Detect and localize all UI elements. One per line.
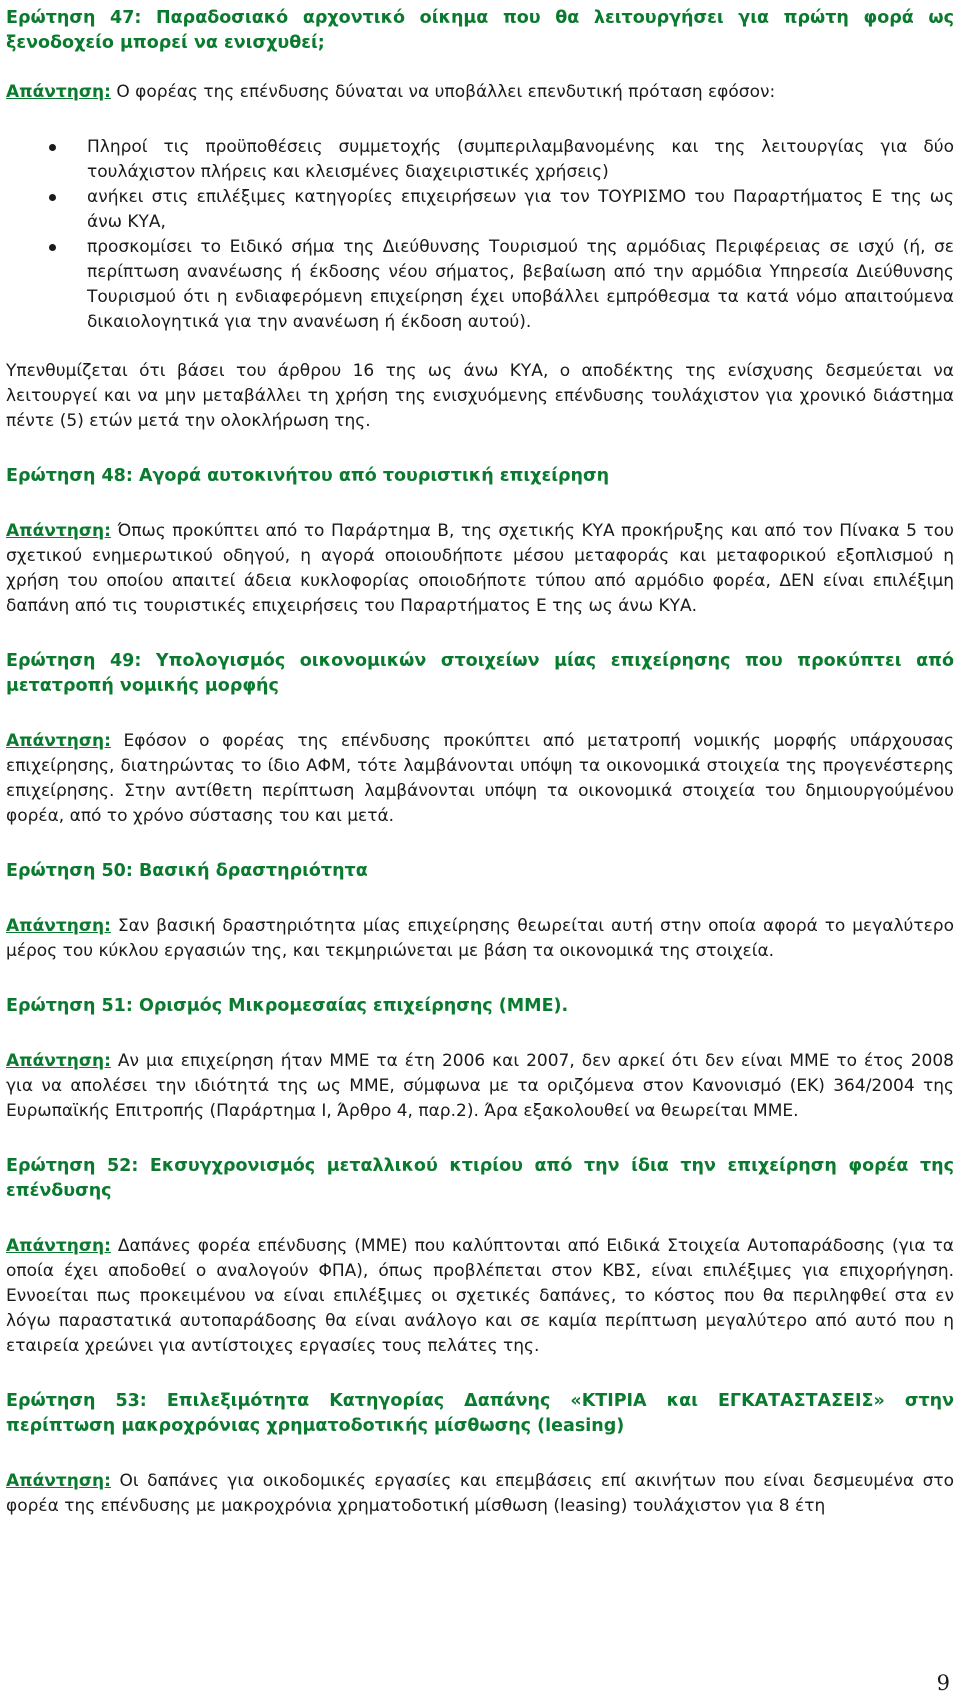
question-53-heading: Ερώτηση 53: Επιλεξιμότητα Κατηγορίας Δαπάνης «ΚΤΙΡΙΑ και ΕΓΚΑΤΑΣΤΑΣΕΙΣ» στην περίπτωση μακροχρόνιας χρηματοδοτικής μίσθωσης (leasing)	[6, 1391, 954, 1436]
answer-50	[6, 914, 954, 964]
answer-label: Απάντηση:	[6, 731, 111, 751]
question-50-heading: Ερώτηση 50: Βασική δραστηριότητα	[6, 861, 368, 881]
answer-48	[6, 519, 954, 619]
answer-53-text: Οι δαπάνες για οικοδομικές εργασίες και επεμβάσεις επί ακινήτων που είναι δεσμευμένα στο φορέα της επένδυσης με μακροχρόνια χρηματοδοτική μίσθωση (leasing) τουλάχιστον για 8 έτη	[6, 1471, 954, 1516]
bullet-icon	[49, 144, 56, 151]
answer-label: Απάντηση:	[6, 1051, 111, 1071]
answer-label: Απάντηση:	[6, 521, 111, 541]
list-item	[6, 135, 954, 185]
question-51-heading: Ερώτηση 51: Ορισμός Μικρομεσαίας επιχείρησης (ΜΜΕ).	[6, 996, 569, 1016]
answer-53	[6, 1469, 954, 1519]
answer-label: Απάντηση:	[6, 82, 111, 102]
question-48-heading: Ερώτηση 48: Αγορά αυτοκινήτου από τουριστική επιχείρηση	[6, 466, 610, 486]
list-item-text: προσκομίσει το Ειδικό σήμα της Διεύθυνσης Τουρισμού της αρμόδιας Περιφέρειας σε ισχύ (ή, σε περίπτωση ανανέωσης ή έκδοσης νέου σήματος, βεβαίωση από την αρμόδια Υπηρεσία Διεύθυνσης Τουρισμού ότι η ενδιαφερόμενη επιχείρηση έχει υποβάλλει εμπρόθεσμα τα κατά νόμο απαιτούμενα δικαιολογητικά για την ανανέωση ή έκδοση αυτού).	[87, 237, 954, 332]
answer-label: Απάντηση:	[6, 1471, 111, 1491]
answer-49	[6, 729, 954, 829]
bullet-icon	[49, 194, 56, 201]
question-49-heading: Ερώτηση 49: Υπολογισμός οικονομικών στοιχείων μίας επιχείρησης που προκύπτει από μετατροπή νομικής μορφής	[6, 651, 954, 696]
question-47-heading: Ερώτηση 47: Παραδοσιακό αρχοντικό οίκημα που θα λειτουργήσει για πρώτη φορά ως ξενοδοχείο μπορεί να ενισχυθεί;	[6, 8, 954, 53]
answer-label: Απάντηση:	[6, 916, 111, 936]
list-item	[6, 235, 954, 335]
answer-49-text: Εφόσον ο φορέας της επένδυσης προκύπτει από μετατροπή νομικής μορφής υπάρχουσας επιχείρησης, διατηρώντας το ίδιο ΑΦΜ, τότε λαμβάνονται υπόψη τα οικονομικά στοιχεία της προγενέστερης επιχείρησης. Στην αντίθετη περίπτωση λαμβάνονται υπόψη τα οικονομικά στοιχεία του δημιουργούμένου φορέα, από το χρόνο σύστασης του και μετά.	[6, 731, 954, 826]
answer-label: Απάντηση:	[6, 1236, 111, 1256]
page-number: 9	[936, 1671, 950, 1695]
answer-51-text: Αν μια επιχείρηση ήταν ΜΜΕ τα έτη 2006 και 2007, δεν αρκεί ότι δεν είναι ΜΜΕ το έτος 2008 για να απολέσει την ιδιότητά της ως ΜΜΕ, σύμφωνα με τα οριζόμενα στον Κανονισμό (ΕΚ) 364/2004 της Ευρωπαϊκής Επιτροπής (Παράρτημα Ι, Άρθρο 4, παρ.2). Άρα εξακολουθεί να θεωρείται ΜΜΕ.	[6, 1051, 954, 1121]
answer-47	[6, 80, 954, 105]
list-item-text: ανήκει στις επιλέξιμες κατηγορίες επιχειρήσεων για τον ΤΟΥΡΙΣΜΟ του Παραρτήματος Ε της ως άνω ΚΥΑ,	[87, 187, 954, 232]
answer-48-text: Όπως προκύπτει από το Παράρτημα Β, της σχετικής ΚΥΑ προκήρυξης και από τον Πίνακα 5 του σχετικού ενημερωτικού οδηγού, η αγορά οποιουδήποτε μέσου μεταφοράς και μεταφορικού εξοπλισμού η χρήση του οποίου απαιτεί άδεια κυκλοφορίας οποιοδήποτε τύπου από αρμόδιο φορέα, ΔΕΝ είναι επιλέξιμη δαπάνη από τις τουριστικές επιχειρήσεις του Παραρτήματος Ε της ως άνω ΚΥΑ.	[6, 521, 954, 616]
list-item-text: Πληροί τις προϋποθέσεις συμμετοχής (συμπεριλαμβανομένης και της λειτουργίας για δύο τουλάχιστον πλήρεις και κλεισμένες διαχειριστικές χρήσεις)	[87, 137, 954, 182]
question-52-heading: Ερώτηση 52: Εκσυγχρονισμός μεταλλικού κτιρίου από την ίδια την επιχείρηση φορέα της επένδυσης	[6, 1156, 954, 1201]
list-item	[6, 185, 954, 235]
bullet-list	[6, 135, 954, 335]
answer-52-text: Δαπάνες φορέα επένδυσης (ΜΜΕ) που καλύπτονται από Ειδικά Στοιχεία Αυτοπαράδοσης (για τα οποία έχει αποδοθεί ο αναλογούν ΦΠΑ), όπως προβλέπεται στον ΚΒΣ, είναι επιλέξιμες για επιχορήγηση. Εννοείται πως προκειμένου να είναι επιλέξιμες οι σχετικές δαπάνες, το κόστος που θα περιληφθεί στα εν λόγω παραστατικά αυτοπαράδοσης θα είναι ανάλογο και σε καμία περίπτωση μεγαλύτερο από αυτό που η εταιρεία χρεώνει για αντίστοιχες εργασίες τους πελάτες της.	[6, 1236, 954, 1356]
answer-50-text: Σαν βασική δραστηριότητα μίας επιχείρησης θεωρείται αυτή στην οποία αφορά το μεγαλύτερο μέρος του κύκλου εργασιών της, και τεκμηριώνεται με βάση τα οικονομικά της στοιχεία.	[6, 916, 954, 961]
answer-52	[6, 1234, 954, 1359]
answer-51	[6, 1049, 954, 1124]
answer-47-text: Ο φορέας της επένδυσης δύναται να υποβάλλει επενδυτική πρόταση εφόσον:	[110, 82, 776, 102]
note-47: Υπενθυμίζεται ότι βάσει του άρθρου 16 της ως άνω ΚΥΑ, ο αποδέκτης της ενίσχυσης δεσμεύεται να λειτουργεί και να μην μεταβάλλει τη χρήση της ενισχυόμενης επένδυσης τουλάχιστον για χρονικό διάστημα πέντε (5) ετών μετά την ολοκλήρωση της.	[6, 361, 954, 431]
document-content	[6, 6, 954, 1519]
bullet-icon	[49, 244, 56, 251]
